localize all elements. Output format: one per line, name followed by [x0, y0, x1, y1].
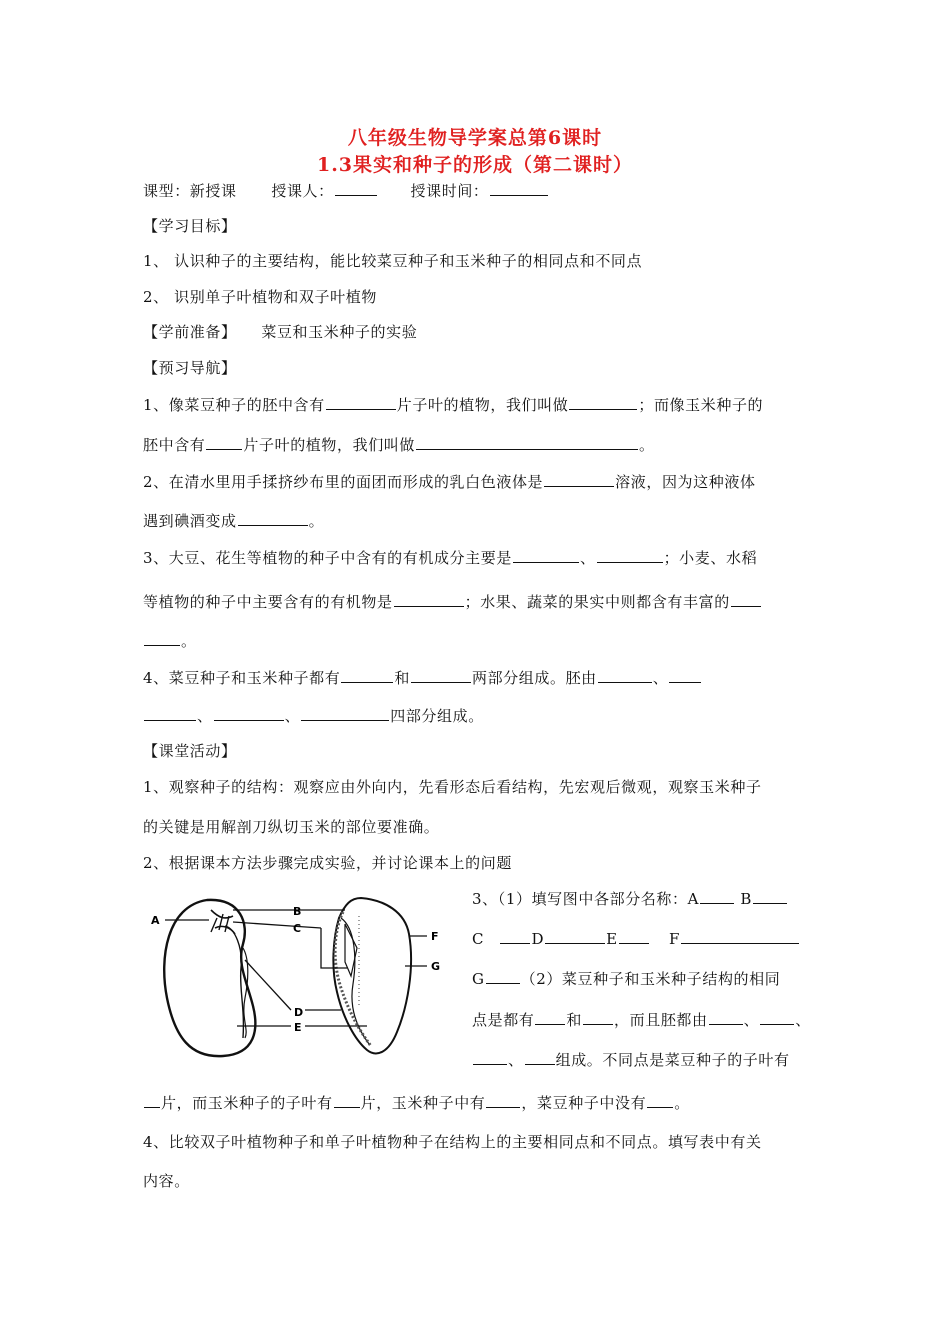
- q4-text-g: 四部分组成。: [390, 707, 484, 725]
- activity-3-line2: [472, 929, 800, 948]
- a3-text-d: D: [531, 930, 545, 948]
- label-A: A: [151, 914, 160, 927]
- a3-text-g: G: [472, 970, 485, 988]
- q2-text-d: 。: [308, 512, 325, 530]
- q1-blank-2[interactable]: [569, 395, 637, 410]
- q4-text-d: 、: [652, 669, 669, 687]
- teacher-label: 授课人：: [271, 182, 334, 200]
- activity-3-line3: [472, 968, 780, 989]
- activity-1-line2: 的关键是用解剖刀纵切玉米的部位要准确。: [143, 818, 440, 836]
- a3-text-6a: 片，而玉米种子的子叶有: [161, 1094, 333, 1112]
- activity-3-line5: [472, 1049, 790, 1070]
- blank-G[interactable]: [486, 969, 520, 984]
- label-D: D: [294, 1006, 304, 1019]
- q4-text-f: 、: [284, 707, 301, 725]
- teacher-blank[interactable]: [335, 181, 377, 196]
- blank-corn-has[interactable]: [486, 1093, 520, 1108]
- prep-heading: 【学前准备】: [143, 323, 237, 341]
- q4-text-c: 两部分组成。胚由: [471, 669, 597, 687]
- blank-F[interactable]: [681, 929, 799, 944]
- q1-text-c: ；而像玉米种子的: [638, 396, 764, 414]
- label-B: B: [293, 905, 302, 918]
- q1-text-e: 片子叶的植物，我们叫做: [243, 436, 416, 454]
- q4-text-a: 4、菜豆种子和玉米种子都有: [143, 669, 341, 687]
- time-blank[interactable]: [490, 181, 548, 196]
- label-F: F: [431, 930, 439, 943]
- a3-text-e: E: [606, 930, 618, 948]
- q3-blank-1[interactable]: [513, 548, 579, 563]
- meta-line: [143, 180, 549, 201]
- preview-q2-line1: [143, 471, 756, 492]
- q3-text-c: ；小麦、水稻: [663, 549, 758, 567]
- blank-A[interactable]: [700, 889, 734, 904]
- blank-bean-lacks[interactable]: [647, 1093, 673, 1108]
- activity-4-line2: 内容。: [143, 1172, 190, 1190]
- lesson-type: 课型：新授课: [143, 182, 237, 200]
- a3-text-5a: 、: [508, 1051, 524, 1069]
- q3-text-a: 3、大豆、花生等植物的种子中含有的有机成分主要是: [143, 549, 512, 567]
- q4-blank-2[interactable]: [411, 668, 471, 683]
- q4-blank-4[interactable]: [669, 668, 701, 683]
- a3-text-4e: 、: [795, 1011, 811, 1029]
- blank-embryo-2[interactable]: [760, 1010, 794, 1025]
- activity-1-line1: 1、观察种子的结构：观察应由外向内，先看形态后看结构，先宏观后微观，观察玉米种子: [143, 778, 762, 796]
- q3-text-b: 、: [579, 549, 596, 567]
- q1-blank-4[interactable]: [416, 435, 638, 450]
- blank-bean-cotyledon[interactable]: [144, 1093, 160, 1108]
- page-title-1: 八年级生物导学案总第6课时: [347, 127, 603, 149]
- seed-diagram: [145, 888, 460, 1078]
- q2-text-b: 溶液，因为这种液体: [615, 473, 756, 491]
- q1-text-a: 1、像菜豆种子的胚中含有: [143, 396, 325, 414]
- blank-B[interactable]: [753, 889, 787, 904]
- goal-2: 2、 识别单子叶植物和双子叶植物: [143, 288, 377, 306]
- q1-blank-1[interactable]: [326, 395, 396, 410]
- q3-blank-3[interactable]: [394, 592, 464, 607]
- a3-text-1b: B: [740, 890, 753, 908]
- q1-text-b: 片子叶的植物，我们叫做: [396, 396, 569, 414]
- preview-q4-line2: [143, 705, 484, 726]
- a3-text-5b: 组成。不同点是菜豆种子的子叶有: [555, 1051, 790, 1069]
- q3-text-f: 。: [181, 632, 197, 650]
- preview-q3-line1: [143, 547, 757, 568]
- a3-text-1: 3、（1）填写图中各部分名称：A: [472, 890, 700, 908]
- preview-heading: 【预习导航】: [143, 359, 237, 377]
- preview-q3-line2: [143, 591, 762, 612]
- blank-corn-cotyledon[interactable]: [334, 1093, 360, 1108]
- q3-text-d: 等植物的种子中主要含有的有机物是: [143, 593, 393, 611]
- a3-text-6b: 片，玉米种子中有: [360, 1094, 486, 1112]
- q3-text-e: ；水果、蔬菜的果实中则都含有丰富的: [464, 593, 730, 611]
- blank-same-1[interactable]: [535, 1010, 565, 1025]
- a3-text-4d: 、: [743, 1011, 760, 1029]
- q4-blank-5[interactable]: [214, 706, 284, 721]
- q3-blank-4[interactable]: [731, 592, 761, 607]
- blank-E[interactable]: [619, 929, 649, 944]
- label-C: C: [293, 922, 302, 935]
- goals-heading: 【学习目标】: [143, 217, 237, 235]
- activity-3-line6: [143, 1092, 690, 1113]
- a3-text-6c: ，菜豆种子中没有: [521, 1094, 647, 1112]
- q3-blank-2[interactable]: [597, 548, 663, 563]
- preview-q2-line2: [143, 510, 324, 531]
- label-G: G: [431, 960, 441, 973]
- label-E: E: [294, 1021, 302, 1034]
- page-title-2: 1.3果实和种子的形成（第二课时）: [316, 154, 634, 176]
- blank-D[interactable]: [545, 929, 605, 944]
- q4-blank-6[interactable]: [301, 706, 389, 721]
- q3-blank-4-cont[interactable]: [144, 631, 180, 646]
- blank-embryo-3[interactable]: [473, 1050, 507, 1065]
- q4-blank-4-cont[interactable]: [144, 706, 196, 721]
- bean-seed-outline: [164, 900, 255, 1056]
- q2-blank-2[interactable]: [238, 511, 308, 526]
- preview-q4-line1: [143, 667, 702, 688]
- a3-text-f: F: [669, 930, 681, 948]
- a3-text-2: （2）菜豆种子和玉米种子结构的相同: [520, 970, 781, 988]
- q4-blank-3[interactable]: [598, 668, 652, 683]
- q4-text-b: 和: [394, 669, 410, 687]
- prep-line: [143, 321, 417, 342]
- q2-text-a: 2、在清水里用手揉挤纱布里的面团而形成的乳白色液体是: [143, 473, 544, 491]
- activity-3-line4: [472, 1009, 811, 1030]
- blank-C[interactable]: [500, 929, 530, 944]
- preview-q1-line2: [143, 434, 655, 455]
- a3-text-4c: ，而且胚都由: [614, 1011, 708, 1029]
- a3-text-4b: 和: [566, 1011, 583, 1029]
- a3-text-c: C: [472, 930, 485, 948]
- activity-3-line1: [472, 888, 788, 909]
- a3-text-4a: 点是都有: [472, 1011, 535, 1029]
- blank-embryo-1[interactable]: [709, 1010, 743, 1025]
- preview-q3-line3: [143, 630, 197, 651]
- q4-text-e: 、: [197, 707, 213, 725]
- q1-blank-3[interactable]: [206, 435, 242, 450]
- blank-embryo-4[interactable]: [525, 1050, 555, 1065]
- q1-text-f: 。: [639, 436, 655, 454]
- a3-text-6d: 。: [674, 1094, 690, 1112]
- preview-q1-line1: [143, 394, 763, 415]
- q1-text-d: 胚中含有: [143, 436, 206, 454]
- activity-2: 2、根据课本方法步骤完成实验，并讨论课本上的问题: [143, 854, 512, 872]
- goal-1: 1、 认识种子的主要结构，能比较菜豆种子和玉米种子的相同点和不同点: [143, 252, 643, 270]
- q2-blank-1[interactable]: [544, 472, 614, 487]
- prep-text: 菜豆和玉米种子的实验: [261, 323, 418, 341]
- q4-blank-1[interactable]: [341, 668, 393, 683]
- q2-text-c: 遇到碘酒变成: [143, 512, 237, 530]
- blank-same-2[interactable]: [583, 1010, 613, 1025]
- activity-heading: 【课堂活动】: [143, 742, 237, 760]
- time-label: 授课时间：: [410, 182, 489, 200]
- activity-4-line1: 4、比较双子叶植物种子和单子叶植物种子在结构上的主要相同点和不同点。填写表中有关: [143, 1133, 762, 1151]
